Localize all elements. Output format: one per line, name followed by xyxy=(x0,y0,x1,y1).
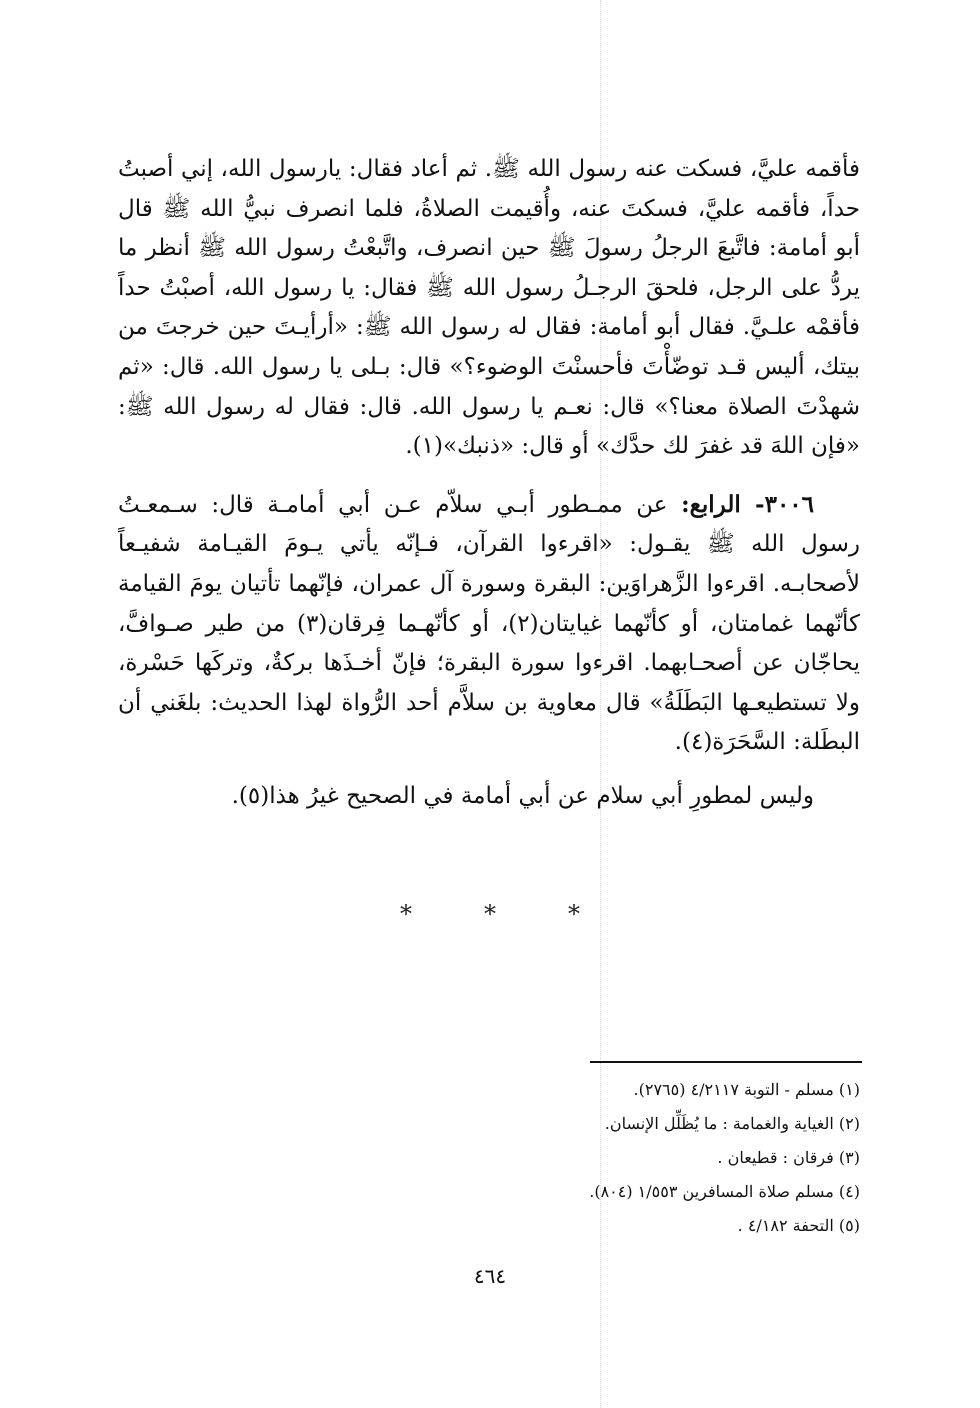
section-separator xyxy=(400,900,580,928)
page-number: ٤٦٤ xyxy=(473,1264,507,1288)
footnote-1: (١) مسلم - التوبة ٤/٢١١٧ (٢٧٦٥). xyxy=(633,1080,860,1099)
footnote-3: (٣) فرقان : قطيعان . xyxy=(717,1148,860,1167)
hadith-number-label: ٣٠٠٦- الرابع: xyxy=(681,490,815,518)
footnotes xyxy=(300,1073,860,1243)
paragraph-closing-note: وليس لمطورِ أبي سلام عن أبي أمامة في الصحيح غيرُ هذا(٥). xyxy=(231,782,814,809)
separator-star: * xyxy=(400,900,412,928)
main-text-block xyxy=(118,150,860,817)
footnote-divider xyxy=(590,1061,862,1063)
separator-star: * xyxy=(568,900,580,928)
footnote-2: (٢) الغياية والغمامة : ما يُظَلِّل الإنسان. xyxy=(604,1114,860,1133)
paragraph-hadith-3006 xyxy=(118,485,860,763)
paragraph-hadith-continuation: فأقمه عليَّ، فسكت عنه رسول الله ﷺ. ثم أعاد فقال: يارسول الله، إني أصبتُ حداً، فأقمه عليَّ، فسكتَ عنه، وأُقيمت الصلاةُ، فلما انصرف نبيُّ الله ﷺ قال أبو أمامة: فاتَّبعَ الرجلُ رسولَ ﷺ حين انصرف، واتَّبعْتُ رسول الله ﷺ أنظر ما يردُّ على الرجل، فلحقَ الرجـلُ رسول الله ﷺ فقال: يا رسول الله، أصبْتُ حداً فأقمْه علـيَّ. فقال أبو أمامة: فقال له رسول الله ﷺ: «أرأيـتَ حين خرجتَ من بيتك، أليس قـد توضّأْتَ فأحسنْتَ الوضوء؟» قال: بـلى يا رسول الله. قال: «ثم شهدْتَ الصلاة معنا؟» قال: نعـم يا رسول الله. قال: فقال له رسول الله ﷺ: «فإن اللهَ قد غفرَ لك حدَّك» أو قال: «ذنبك»(١). xyxy=(118,156,860,460)
footnote-4: (٤) مسلم صلاة المسافرين ١/٥٥٣ (٨٠٤). xyxy=(589,1182,860,1201)
footnote-5: (٥) التحفة ٤/١٨٢ . xyxy=(737,1216,860,1235)
hadith-3006-text: عن ممـطور أبـي سلاّم عـن أبي أمامـة قال: سـمعـتُ رسول الله ﷺ يقـول: «اقرءوا القرآن، فـإنّه يأتي يـومَ القيـامة شفيـعاً لأصحابـه. اقرءوا الزَّهراوَين: البقرة وسورة آل عمران، فإنّهما تأتيان يومَ القيامة كأنّهما غمامتان، أو كأنّهما غيايتان(٢)، أو كأنّهـما فِرقان(٣) من طير صـوافَّ، يحاجّان عن أصحـابهما. اقرءوا سورة البقرة؛ فإنّ أخـذَها بركةٌ، وتركَها حَسْرة، ولا تستطيعـها البَطَلَةُ» قال معاوية بن سلاَّم أحد الرُّواة لهذا الحديث: بلغَني أن البطَلة: السَّحَرَة(٤). xyxy=(118,491,860,756)
separator-star: * xyxy=(484,900,496,928)
